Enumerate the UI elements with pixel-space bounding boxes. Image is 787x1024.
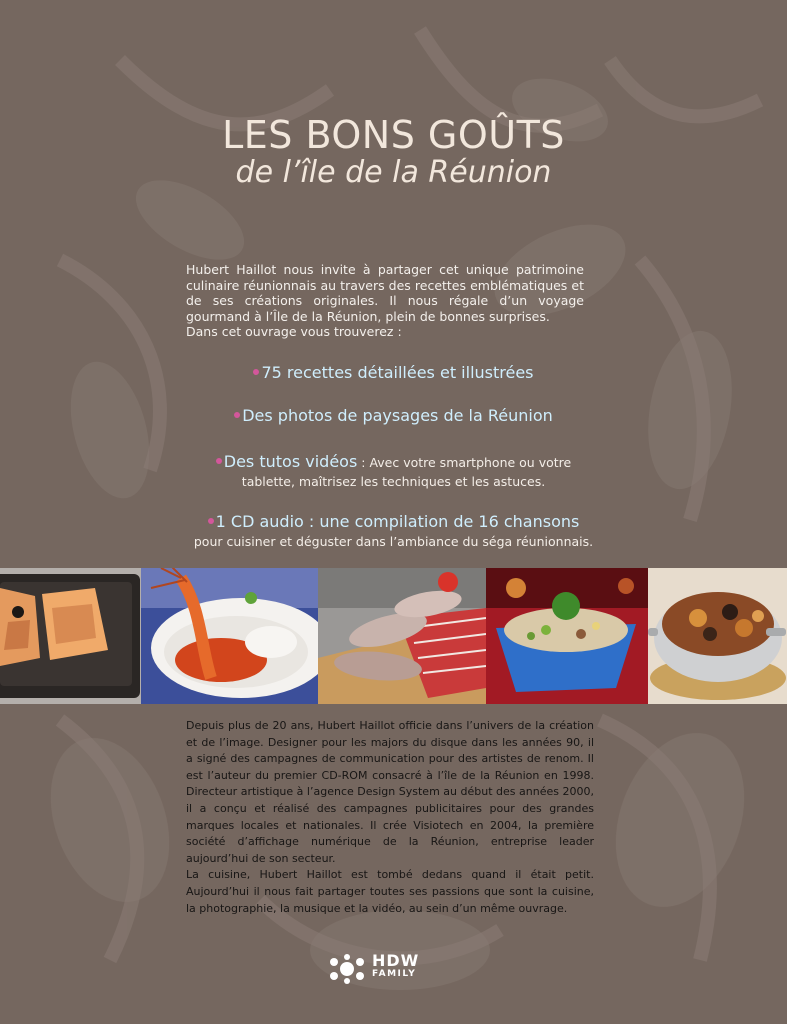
photo-strip: [0, 568, 787, 704]
intro-lead: Dans cet ouvrage vous trouverez :: [186, 324, 402, 339]
photo-stew-pot: [648, 568, 787, 704]
feature-videos-label: Des tutos vidéos: [223, 452, 358, 471]
bio-paragraph-1: Depuis plus de 20 ans, Hubert Haillot officie dans l’univers de la création et de l’image. Designer pour les majors du disque dans les années 90, il a signé des campagnes de communication pour des artistes de renom. Il est l’auteur du premier CD-ROM consacré à l’île de la Réunion en 1998. Directeur artistique à l’agence Design System au début des années 2000, il a conçu et réalisé des campagnes publicitaires pour des grandes marques locales et nationales. Il crée Visiotech en 2004, la première société d’affichage numérique de la Réunion, entreprise leader aujourd’hui de son secteur.: [186, 719, 594, 865]
feature-videos-desc-inline: : Avec votre smartphone ou votre: [357, 455, 572, 470]
feature-cd: [0, 511, 787, 551]
publisher-logo: [328, 948, 440, 988]
book-subtitle: de l’île de la Réunion: [235, 155, 552, 190]
bullet-icon: [216, 458, 222, 464]
feature-cd-label: 1 CD audio : une compilation de 16 chansons: [215, 512, 580, 531]
feature-recipes-label: 75 recettes détaillées et illustrées: [261, 363, 534, 382]
photo-sausages: [318, 568, 486, 704]
feature-videos: [0, 451, 787, 491]
bio-paragraph-2: La cuisine, Hubert Haillot est tombé dedans quand il était petit. Aujourd’hui il nous fait partager toutes ses passions que sont la cuisine, la photographie, la musique et la vidéo, au sein d’un même ouvrage.: [186, 868, 594, 915]
photo-shrimp-curry: [141, 568, 318, 704]
logo-mark-icon: [328, 954, 366, 984]
feature-videos-desc: tablette, maîtrisez les techniques et les astuces.: [241, 474, 546, 489]
feature-photos: [0, 405, 787, 427]
bullet-icon: [253, 369, 259, 375]
author-bio: [186, 718, 594, 917]
logo-family-text: FAMILY: [372, 969, 417, 979]
intro-paragraph: Hubert Haillot nous invite à partager cet unique patrimoine culinaire réunionnais au travers des recettes emblématiques et de ses créations originales. Il nous régale d’un voyage gourmand à l’Île de la Réunion, plein de bonnes surprises.: [186, 262, 584, 324]
bullet-icon: [208, 518, 214, 524]
feature-photos-label: Des photos de paysages de la Réunion: [242, 406, 553, 425]
bullet-icon: [234, 412, 240, 418]
intro-text: [186, 262, 584, 340]
photo-pastries: [0, 568, 141, 704]
book-title: LES BONS GOÛTS: [222, 113, 565, 157]
feature-recipes: [0, 362, 787, 384]
logo-wordmark: HDW: [372, 951, 420, 970]
photo-salad-bowl: [486, 568, 648, 704]
feature-cd-desc: pour cuisiner et déguster dans l’ambiance du séga réunionnais.: [193, 534, 594, 549]
